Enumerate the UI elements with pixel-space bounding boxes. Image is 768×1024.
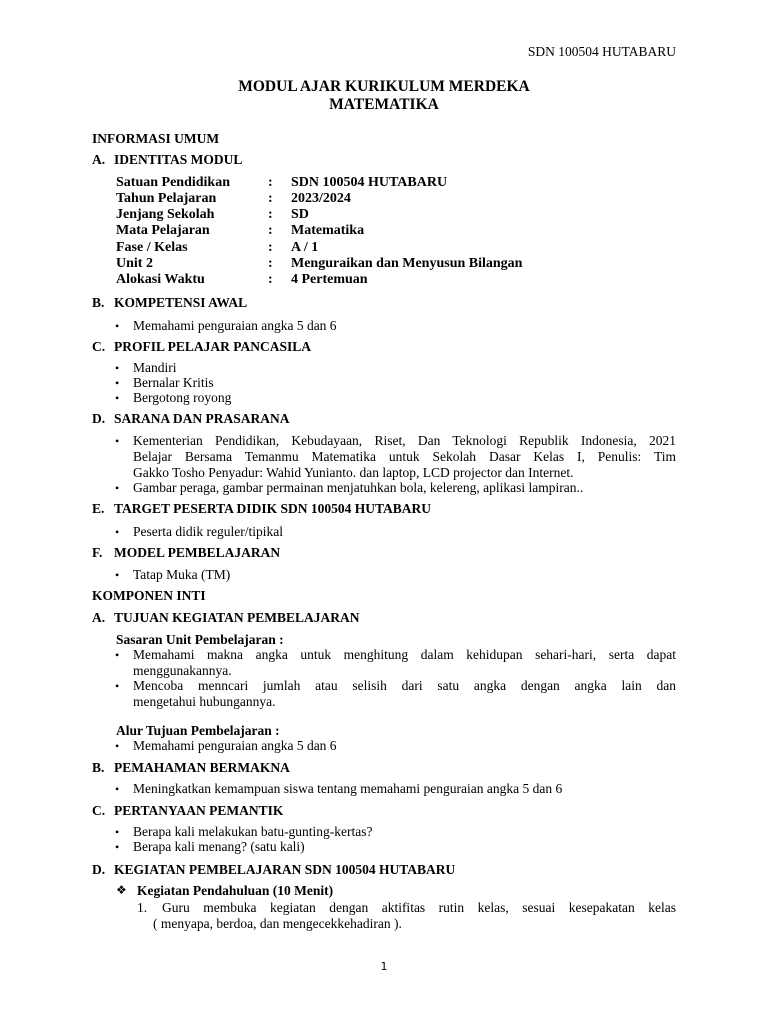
list-item: Bernalar Kritis — [133, 375, 214, 390]
heading-pertanyaan-pemantik: C. PERTANYAAN PEMANTIK — [92, 803, 284, 818]
heading-tujuan-kegiatan: A. TUJUAN KEGIATAN PEMBELAJARAN — [92, 610, 360, 625]
document-title: MODUL AJAR KURIKULUM MERDEKA — [238, 78, 530, 95]
bullet-icon: • — [115, 376, 120, 390]
bullet-icon: • — [115, 319, 120, 333]
list-item: Peserta didik reguler/tipikal — [133, 524, 283, 539]
page-header: SDN 100504 HUTABARU — [527, 44, 676, 59]
list-item: Berapa kali menang? (satu kali) — [133, 839, 305, 854]
bullet-icon: • — [115, 434, 120, 448]
bullet-icon: • — [115, 739, 120, 753]
list-item-line: menggunakannya. — [133, 663, 232, 678]
bullet-icon: • — [115, 568, 120, 582]
kegiatan-pendahuluan-label: Kegiatan Pendahuluan (10 Menit) — [137, 883, 334, 898]
section-komponen-inti: KOMPONEN INTI — [92, 588, 206, 603]
list-item: Memahami penguraian angka 5 dan 6 — [133, 318, 337, 333]
list-item-line: Gakko Tosho Penyadur: Wahid Yunianto. dan laptop, LCD projector dan Internet. — [133, 465, 574, 480]
heading-target-peserta: E. TARGET PESERTA DIDIK SDN 100504 HUTABARU — [92, 501, 431, 516]
list-item: Bergotong royong — [133, 390, 232, 405]
heading-pemahaman-bermakna: B. PEMAHAMAN BERMAKNA — [92, 760, 290, 775]
alur-label: Alur Tujuan Pembelajaran : — [116, 723, 280, 738]
list-item: Mandiri — [133, 360, 177, 375]
list-item-line: Memahami makna angka untuk menghitung dalam kehidupan sehari-hari, serta dapat — [133, 647, 676, 662]
bullet-icon: • — [115, 782, 120, 796]
section-informasi-umum: INFORMASI UMUM — [92, 131, 220, 146]
heading-kompetensi-awal: B. KOMPETENSI AWAL — [92, 295, 248, 310]
document-subtitle: MATEMATIKA — [329, 96, 439, 113]
list-item-line: mengetahui hubungannya. — [133, 694, 276, 709]
list-item-line: Mencoba menncari jumlah atau selisih dari satu angka dengan angka lain dan — [133, 678, 676, 693]
bullet-icon: • — [115, 391, 120, 405]
heading-profil-pelajar: C. PROFIL PELAJAR PANCASILA — [92, 339, 312, 354]
bullet-icon: • — [115, 825, 120, 839]
step-line: Guru membuka kegiatan dengan aktifitas rutin kelas, sesuai kesepakatan kelas — [162, 900, 676, 915]
diamond-bullet-icon: ❖ — [116, 883, 127, 897]
step-number: 1. — [137, 900, 148, 915]
bullet-icon: • — [115, 525, 120, 539]
list-item: Gambar peraga, gambar permainan menjatuhkan bola, kelereng, aplikasi lampiran.. — [133, 480, 584, 495]
heading-kegiatan-pembelajaran: D. KEGIATAN PEMBELAJARAN SDN 100504 HUTABARU — [92, 862, 456, 877]
list-item: Tatap Muka (TM) — [133, 567, 231, 582]
bullet-icon: • — [115, 481, 120, 495]
page-number: 1 — [380, 960, 388, 973]
bullet-icon: • — [115, 361, 120, 375]
heading-identitas-modul: A. IDENTITAS MODUL — [92, 152, 243, 167]
list-item: Berapa kali melakukan batu-gunting-kertas? — [133, 824, 373, 839]
sasaran-label: Sasaran Unit Pembelajaran : — [116, 632, 284, 647]
list-item: Memahami penguraian angka 5 dan 6 — [133, 738, 337, 753]
bullet-icon: • — [115, 840, 120, 854]
heading-model-pembelajaran: F. MODEL PEMBELAJARAN — [92, 545, 281, 560]
list-item: Meningkatkan kemampuan siswa tentang memahami penguraian angka 5 dan 6 — [133, 781, 563, 796]
heading-sarana-prasarana: D. SARANA DAN PRASARANA — [92, 411, 290, 426]
bullet-icon: • — [115, 679, 120, 693]
list-item-line: Kementerian Pendidikan, Kebudayaan, Riset, Dan Teknologi Republik Indonesia, 2021 — [133, 433, 676, 448]
step-line: ( menyapa, berdoa, dan mengecekkehadiran ). — [153, 916, 402, 931]
list-item-line: Belajar Bersama Temanmu Matematika untuk Sekolah Dasar Kelas I, Penulis: Tim — [133, 449, 676, 464]
bullet-icon: • — [115, 648, 120, 662]
